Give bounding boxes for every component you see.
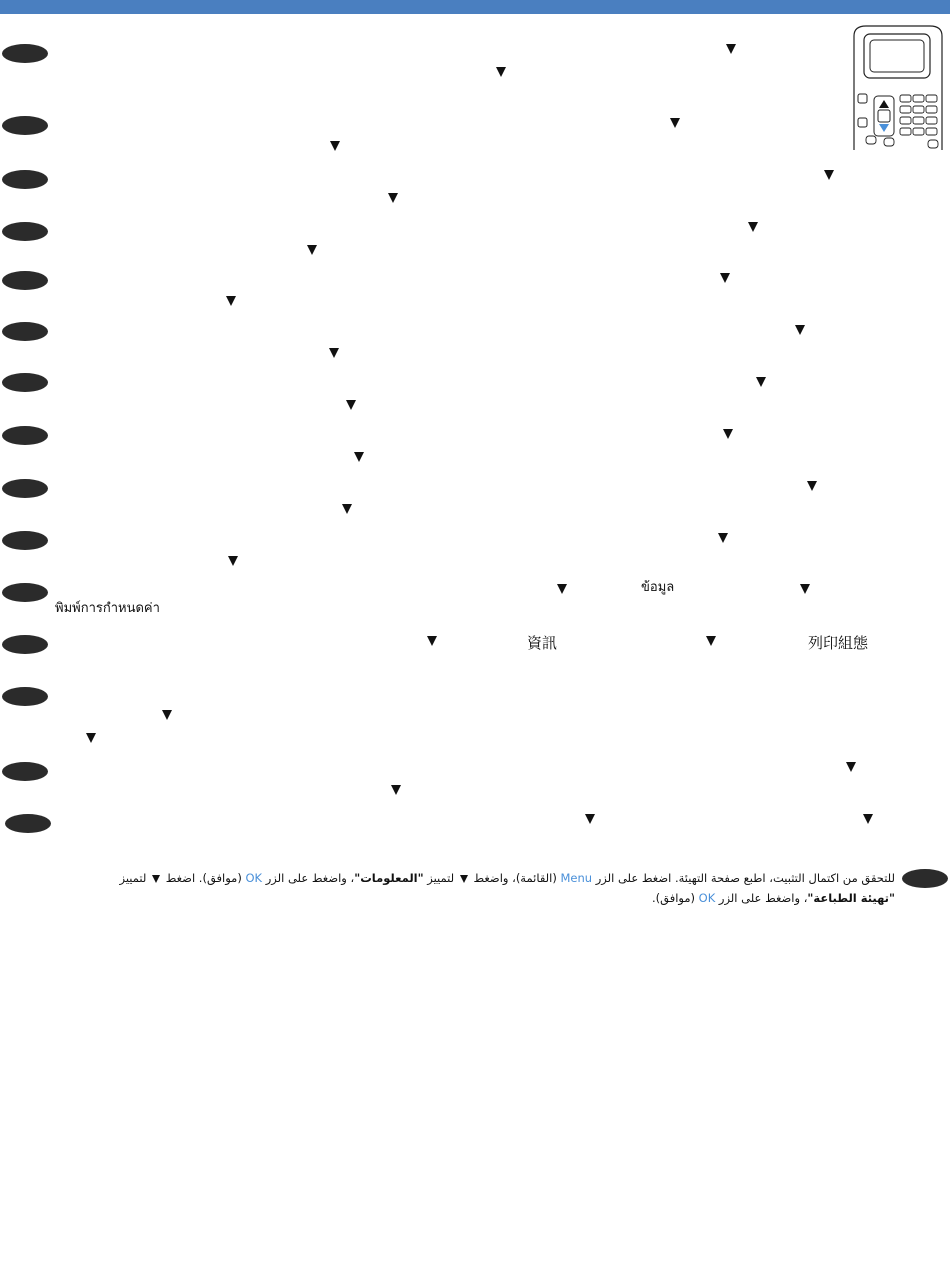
language-badge	[2, 583, 48, 602]
ok-button-label: OK	[245, 871, 263, 885]
down-arrow-icon	[460, 875, 468, 883]
down-arrow-icon	[718, 533, 728, 543]
language-badge	[2, 44, 48, 63]
down-arrow-icon	[162, 710, 172, 720]
arabic-text: ، واضغط على الزر	[718, 891, 808, 905]
down-arrow-icon	[807, 481, 817, 491]
down-arrow-icon	[800, 584, 810, 594]
down-arrow-icon	[863, 814, 873, 824]
down-arrow-icon	[391, 785, 401, 795]
down-arrow-icon	[228, 556, 238, 566]
chinese-info-text: 資訊	[527, 634, 558, 652]
down-arrow-icon	[824, 170, 834, 180]
language-badge	[2, 170, 48, 189]
down-arrow-icon	[756, 377, 766, 387]
arabic-text: للتحقق من اكتمال التثبيت، اطبع صفحة التهيئة. اضغط على الزر	[595, 871, 895, 885]
thai-print-config-text: พิมพ์การกำหนดค่า	[55, 601, 160, 616]
arabic-text: لتمييز	[119, 871, 147, 885]
language-badge	[2, 531, 48, 550]
ok-button-label: OK	[698, 891, 716, 905]
down-arrow-icon	[346, 400, 356, 410]
arabic-text: لتمييز	[427, 871, 455, 885]
down-arrow-icon	[723, 429, 733, 439]
down-arrow-icon	[342, 504, 352, 514]
arabic-text: ، واضغط على الزر	[265, 871, 355, 885]
down-arrow-icon	[427, 636, 437, 646]
control-panel-illustration	[852, 24, 944, 150]
down-arrow-icon	[670, 118, 680, 128]
language-badge	[902, 869, 948, 888]
down-arrow-icon	[846, 762, 856, 772]
down-arrow-icon	[585, 814, 595, 824]
down-arrow-icon	[557, 584, 567, 594]
arabic-info-label: "المعلومات"	[354, 871, 424, 885]
down-arrow-icon	[226, 296, 236, 306]
down-arrow-icon	[706, 636, 716, 646]
down-arrow-icon	[795, 325, 805, 335]
down-arrow-icon	[152, 875, 160, 883]
language-badge	[2, 271, 48, 290]
language-badge	[2, 373, 48, 392]
down-arrow-icon	[720, 273, 730, 283]
language-badge	[5, 814, 51, 833]
language-badge	[2, 426, 48, 445]
language-badge	[2, 479, 48, 498]
down-arrow-icon	[354, 452, 364, 462]
down-arrow-icon	[496, 67, 506, 77]
thai-info-text: ข้อมูล	[641, 580, 675, 595]
down-arrow-icon	[307, 245, 317, 255]
display-screen	[864, 34, 930, 78]
language-badge	[2, 762, 48, 781]
down-arrow-icon	[726, 44, 736, 54]
down-arrow-icon	[329, 348, 339, 358]
down-arrow-icon	[86, 733, 96, 743]
language-badge	[2, 687, 48, 706]
chinese-print-config-text: 列印組態	[808, 634, 869, 652]
down-arrow-icon	[330, 141, 340, 151]
arabic-text: (القائمة)، واضغط	[473, 871, 557, 885]
language-badge	[2, 222, 48, 241]
down-arrow-icon	[748, 222, 758, 232]
arabic-print-config-label: "تهيئة الطباعة"	[807, 891, 895, 905]
language-badge	[2, 322, 48, 341]
arabic-instructions	[90, 868, 895, 908]
header-bar	[0, 0, 950, 14]
language-badge	[2, 635, 48, 654]
menu-button-label: Menu	[560, 871, 593, 885]
language-badge	[2, 116, 48, 135]
arabic-text: (موافق).	[651, 891, 695, 905]
arabic-text: (موافق). اضغط	[165, 871, 242, 885]
down-arrow-icon	[388, 193, 398, 203]
